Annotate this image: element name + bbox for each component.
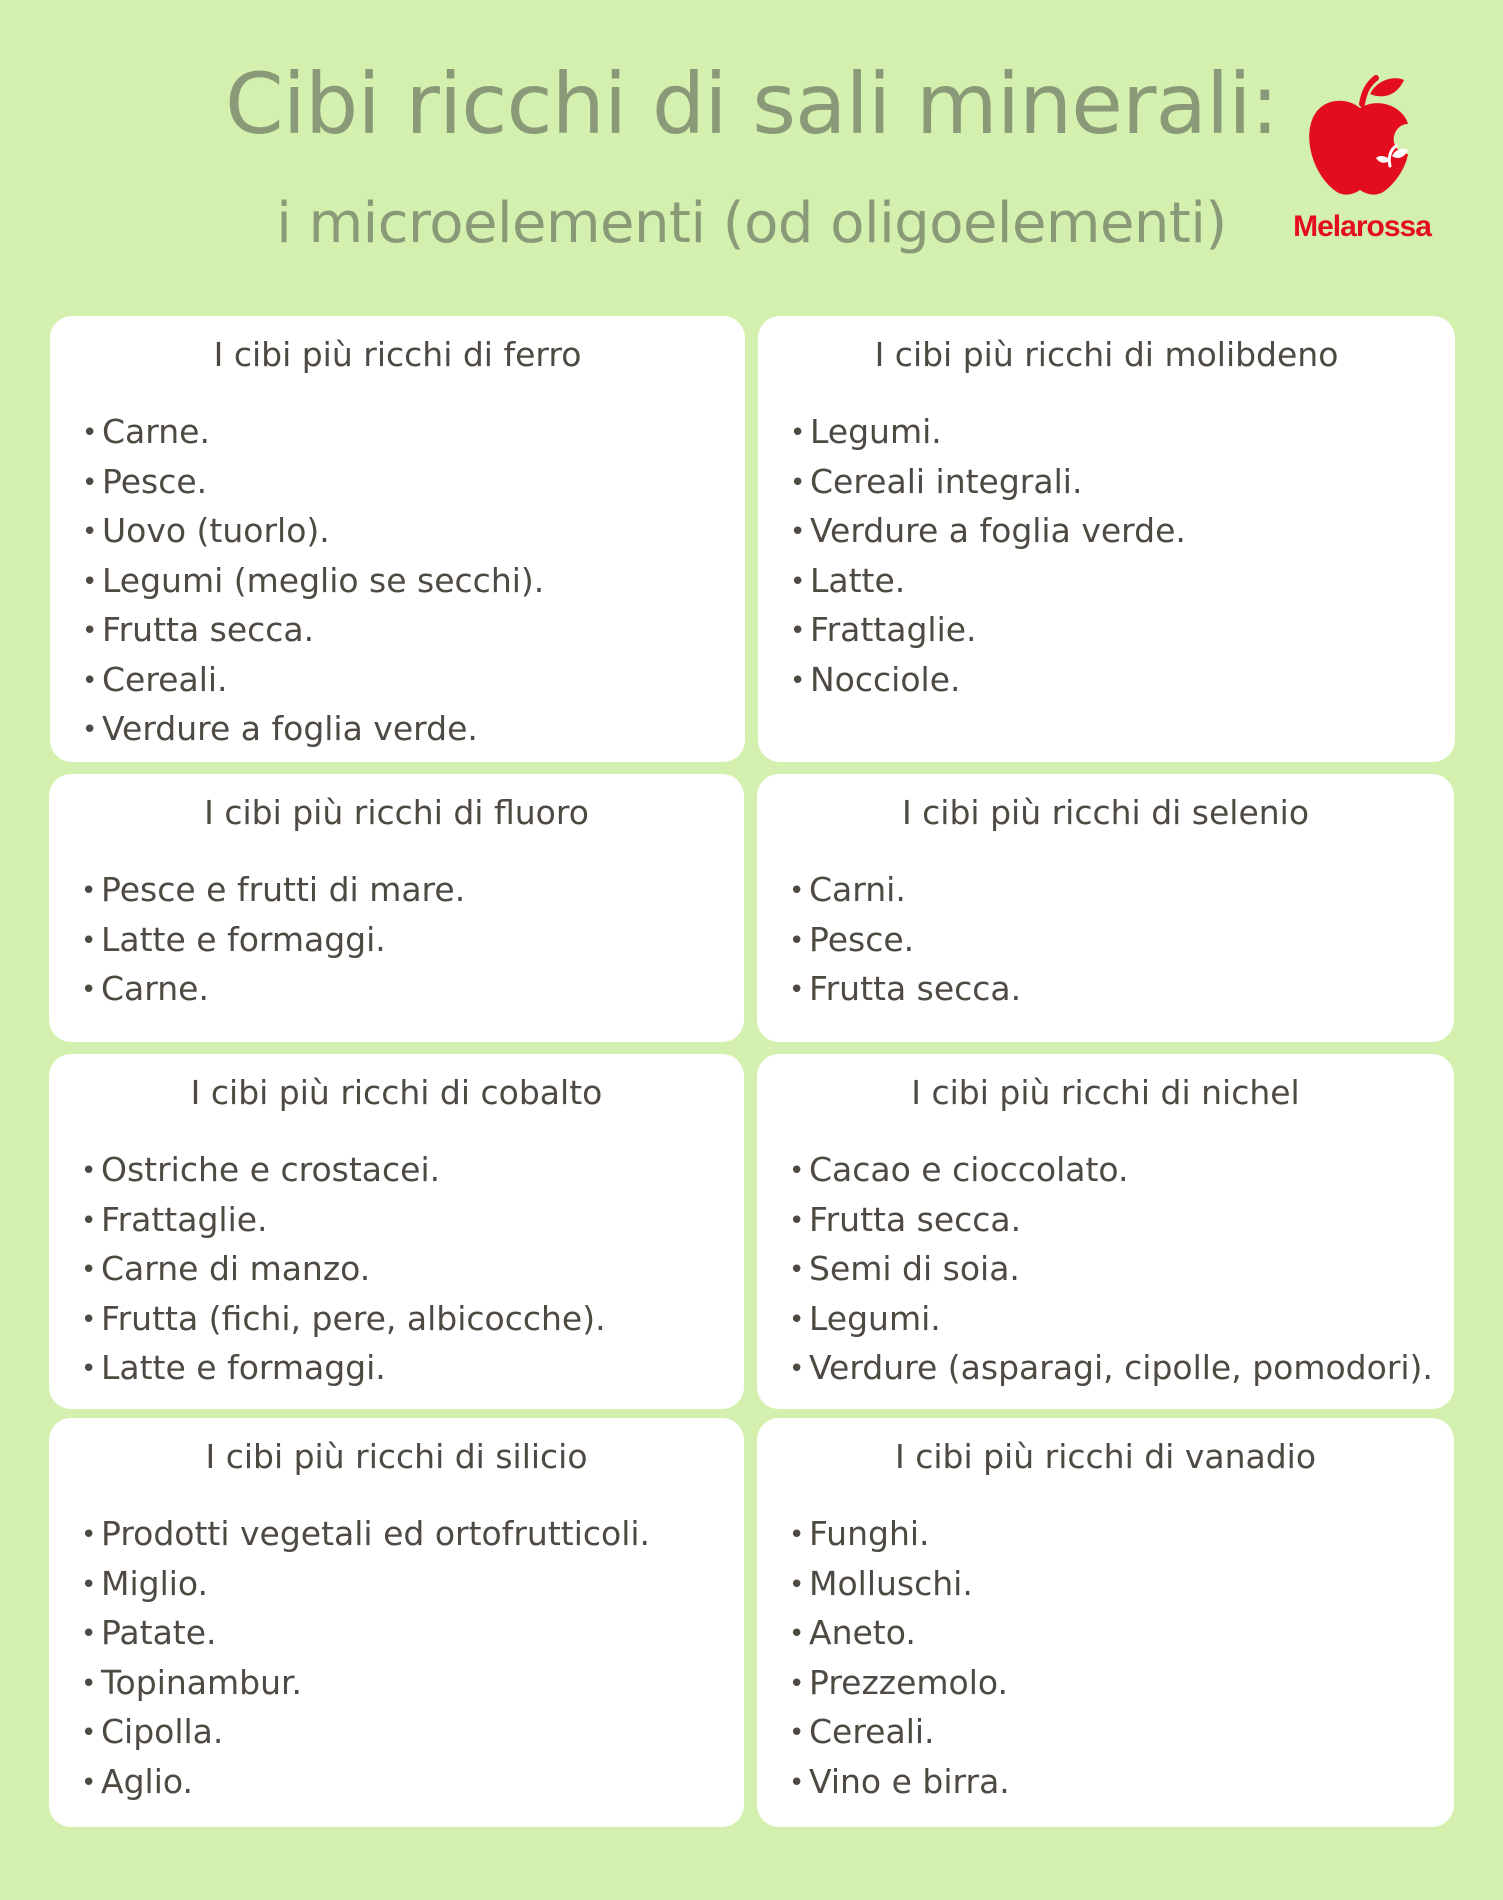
list-item: • Cereali integrali. (790, 461, 1083, 501)
list-item: • Latte e formaggi. (81, 1348, 386, 1387)
list-item: • Frattaglie. (790, 610, 977, 649)
food-list (81, 1510, 650, 1807)
food-list (789, 1510, 1010, 1807)
header (0, 0, 1503, 300)
card-vanadio (757, 1418, 1454, 1827)
list-item: • Frutta (fichi, pere, albicocche). (81, 1298, 606, 1338)
list-item: • Carne. (82, 412, 210, 451)
list-item: • Cereali. (82, 659, 228, 699)
card-title: I cibi più ricchi di vanadio (894, 1437, 1317, 1476)
page-title: Cibi ricchi di sali minerali: (225, 55, 1278, 153)
list-item: • Frattaglie. (81, 1199, 268, 1239)
list-item: • Pesce e frutti di mare. (81, 870, 466, 909)
card-cobalto (49, 1054, 744, 1409)
list-item: • Vino e birra. (789, 1761, 1010, 1801)
list-item: • Nocciole. (790, 659, 961, 699)
list-item: • Aglio. (81, 1761, 193, 1801)
list-item: • Semi di soia. (789, 1249, 1020, 1288)
list-item: • Verdure (asparagi, cipolle, pomodori). (789, 1348, 1433, 1387)
food-list (789, 1146, 1433, 1394)
list-item: • Legumi. (790, 412, 942, 451)
list-item: • Funghi. (789, 1514, 930, 1553)
list-item: • Miglio. (81, 1563, 209, 1603)
card-title: I cibi più ricchi di cobalto (190, 1073, 603, 1112)
list-item: • Patate. (81, 1613, 217, 1652)
food-list (81, 866, 465, 1015)
list-item: • Cacao e cioccolato. (789, 1150, 1129, 1189)
list-item: • Verdure a foglia verde. (82, 709, 478, 748)
list-item: • Molluschi. (789, 1563, 973, 1603)
card-ferro (50, 316, 745, 762)
list-item: • Uovo (tuorlo). (82, 511, 330, 550)
food-list (790, 408, 1186, 705)
list-item: • Frutta secca. (789, 969, 1022, 1008)
red-apple-icon (1304, 74, 1416, 198)
card-title: I cibi più ricchi di silicio (205, 1437, 588, 1476)
list-item: • Frutta secca. (82, 610, 315, 649)
card-fluoro (49, 774, 744, 1042)
card-silicio (49, 1418, 744, 1827)
food-list (82, 408, 544, 755)
list-item: • Legumi (meglio se secchi). (82, 560, 545, 600)
food-list (789, 866, 1021, 1015)
list-item: • Aneto. (789, 1613, 916, 1652)
page-subtitle: i microelementi (od oligoelementi) (276, 191, 1227, 256)
card-title: I cibi più ricchi di molibdeno (874, 335, 1339, 374)
list-item: • Legumi. (789, 1298, 941, 1338)
list-item: • Carne di manzo. (81, 1249, 371, 1288)
list-item: • Carni. (789, 870, 906, 909)
card-title: I cibi più ricchi di ferro (213, 335, 582, 374)
brand-logo[interactable] (1272, 74, 1452, 254)
list-item: • Prodotti vegetali ed ortofrutticoli. (81, 1514, 651, 1553)
food-list (81, 1146, 606, 1394)
list-item: • Pesce. (789, 919, 915, 959)
list-item: • Topinambur. (81, 1662, 303, 1702)
card-title: I cibi più ricchi di selenio (901, 793, 1310, 832)
card-title: I cibi più ricchi di fluoro (204, 793, 589, 832)
list-item: • Pesce. (82, 461, 208, 501)
card-title: I cibi più ricchi di nichel (911, 1073, 1300, 1112)
list-item: • Prezzemolo. (789, 1662, 1009, 1702)
list-item: • Latte. (790, 560, 906, 600)
list-item: • Carne. (81, 969, 209, 1008)
card-molibdeno (758, 316, 1455, 762)
list-item: • Cereali. (789, 1712, 935, 1751)
list-item: • Latte e formaggi. (81, 919, 386, 959)
list-item: • Ostriche e crostacei. (81, 1150, 441, 1189)
list-item: • Verdure a foglia verde. (790, 511, 1186, 550)
card-selenio (757, 774, 1454, 1042)
list-item: • Frutta secca. (789, 1199, 1022, 1239)
card-nichel (757, 1054, 1454, 1409)
list-item: • Cipolla. (81, 1712, 224, 1751)
brand-name: Melarossa (1293, 210, 1431, 243)
